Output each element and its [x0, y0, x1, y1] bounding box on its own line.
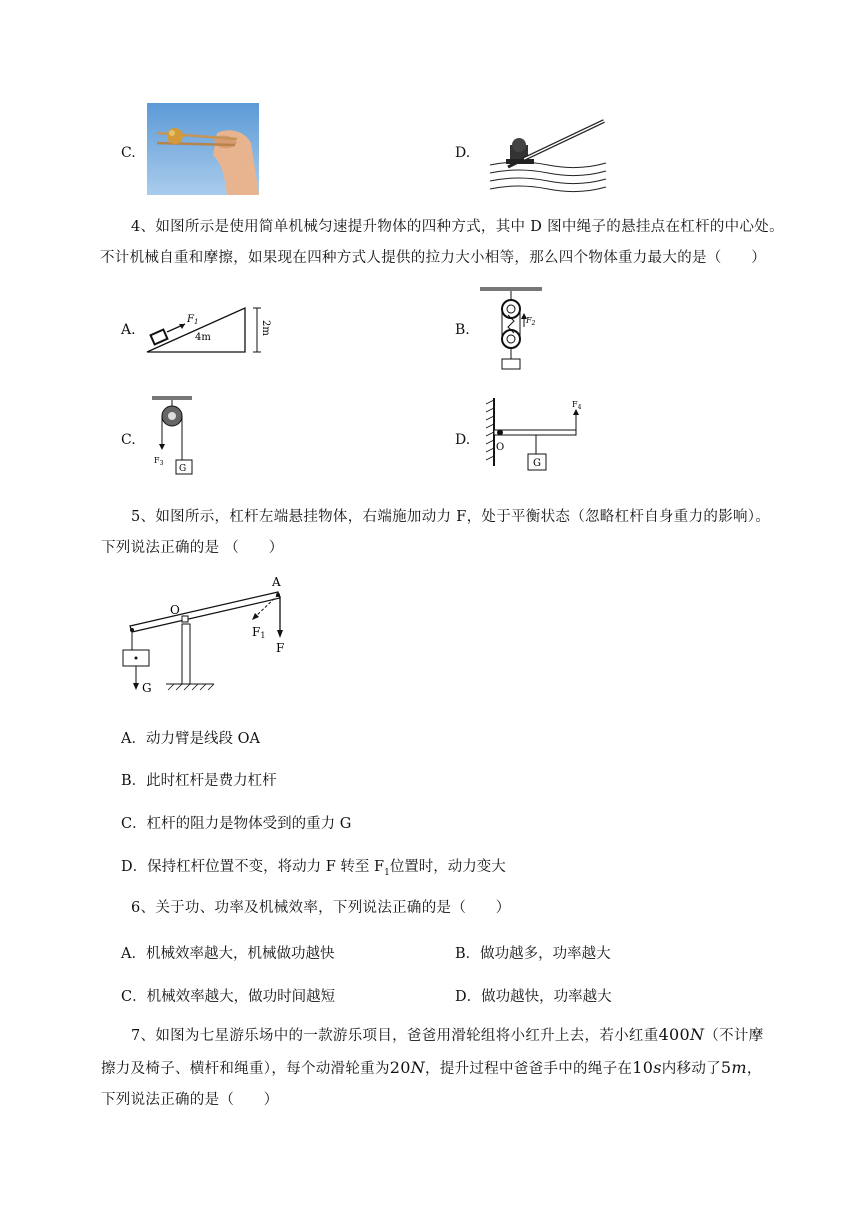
q6-option-b: B．做功越多，功率越大: [455, 946, 611, 962]
q4-option-b-label: B.: [455, 322, 470, 338]
chopsticks-photo: [147, 103, 259, 195]
q4-stem: [101, 212, 791, 274]
q4a-force-label: $F_1$: [187, 314, 199, 326]
q4a-height-label: 2m: [260, 320, 271, 336]
crowbar-rail-figure: [488, 115, 608, 193]
lever-weight-label: G: [142, 681, 152, 695]
q4d-pivot-label: O: [496, 442, 505, 453]
q4-stem-line1: 4、如图所示是使用简单机械匀速提升物体的四种方式，其中 D 图中绳子的悬挂点在杠杆的中心处。: [131, 219, 784, 235]
q6-option-c: C．机械效率越大，做功时间越短: [121, 989, 336, 1005]
q4-option-d-label: D.: [455, 432, 471, 448]
q5-option-a: A．动力臂是线段 OA: [121, 731, 260, 747]
pulley-block-figure: [478, 287, 548, 373]
inclined-plane-figure: [145, 302, 285, 358]
q4c-weight-label: G: [179, 464, 187, 474]
lever-point-a-label: A: [272, 575, 281, 589]
q5-stem-line2: 下列说法正确的是 （ ）: [101, 540, 284, 556]
q4c-force-label: $F_3$: [154, 456, 164, 467]
q6-stem-text: 6、关于功、功率及机械效率，下列说法正确的是（ ）: [131, 900, 511, 916]
lever-f-label: F: [276, 641, 285, 655]
q4b-force-label: $F_2$: [526, 316, 536, 327]
q5-stem-line1: 5、如图所示，杠杆左端悬挂物体，右端施加动力 F，处于平衡状态（忽略杠杆自身重力的影响）。: [131, 509, 771, 525]
q5-stem: [101, 502, 791, 564]
lever-pivot-label: O: [170, 603, 180, 617]
lever-wall-figure: [482, 396, 592, 480]
q4-option-a-label: A.: [121, 322, 136, 338]
q7-stem-line2: 擦力及椅子、横杆和绳重），每个动滑轮重为20N，提升过程中爸爸手中的绳子在10s内移动了5m，: [101, 1058, 762, 1077]
q3-option-c-label: C.: [121, 145, 136, 161]
lever-figure: [118, 574, 298, 696]
q6-option-d: D．做功越快，功率越大: [455, 989, 612, 1005]
q7-stem: [101, 1019, 791, 1116]
q4-option-c-label: C.: [121, 432, 136, 448]
q6-option-a: A．机械效率越大，机械做功越快: [121, 946, 335, 962]
q5-option-d: D．保持杠杆位置不变，将动力 F 转至 $F_1$位置时，动力变大: [121, 859, 506, 878]
q5-option-b: B．此时杠杆是费力杠杆: [121, 773, 277, 789]
fixed-pulley-figure: [146, 396, 206, 478]
q3-option-d-label: D.: [455, 145, 471, 161]
q6-stem: [101, 893, 791, 924]
q4a-length-label: 4m: [195, 332, 211, 343]
q4d-weight-label: G: [533, 458, 541, 469]
lever-f1-label: F1: [252, 625, 266, 640]
q4d-force-label: $F_4$: [572, 400, 582, 411]
q4-stem-line2: 不计机械自重和摩擦，如果现在四种方式人提供的拉力大小相等，那么四个物体重力最大的是（ ）: [100, 250, 766, 266]
q7-stem-line1: 7、如图为七星游乐场中的一款游乐项目，爸爸用滑轮组将小红升上去，若小红重400N（不计摩: [131, 1025, 764, 1044]
q7-stem-line3: 下列说法正确的是（ ）: [101, 1092, 279, 1108]
q5-option-c: C．杠杆的阻力是物体受到的重力 G: [121, 816, 352, 832]
